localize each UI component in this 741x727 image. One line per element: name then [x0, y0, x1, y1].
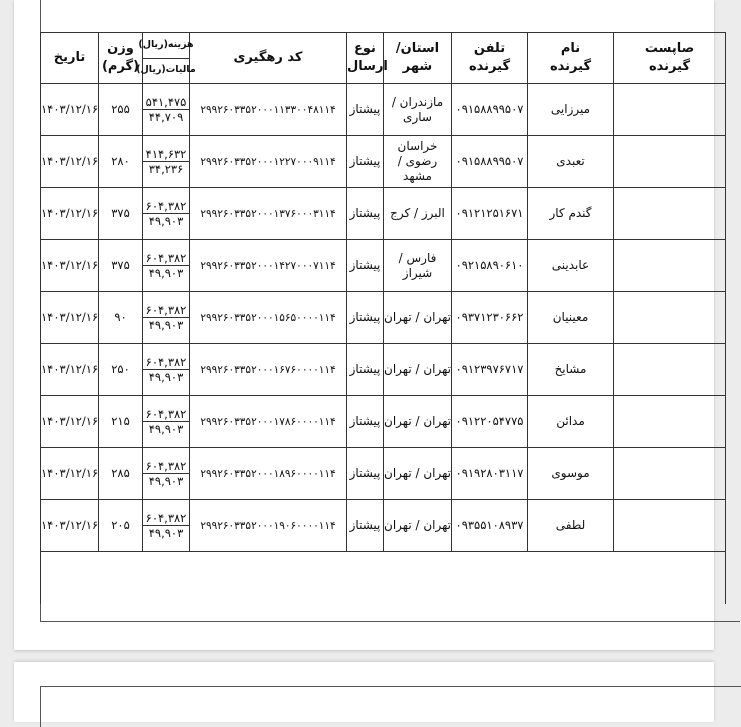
cell-weight: ۲۸۵	[99, 448, 143, 500]
cell-weight: ۹۰	[99, 292, 143, 344]
cell-name: عابدینی	[528, 240, 614, 292]
cell-name: مدائن	[528, 396, 614, 448]
cell-phone: ۰۹۱۲۱۲۵۱۶۷۱	[452, 188, 528, 240]
cell-postcode	[614, 240, 726, 292]
cell-tax: ۴۴,۷۰۹	[148, 110, 184, 124]
cell-phone: ۰۹۱۲۲۰۵۴۷۷۵	[452, 396, 528, 448]
cell-cost: ۶۰۴,۳۸۲	[143, 511, 189, 526]
cell-tracking: ۲۹۹۲۶۰۳۳۵۲۰۰۰۱۶۷۶۰۰۰۰۱۱۴	[190, 344, 347, 396]
cell-send-type: پیشتاز	[347, 188, 384, 240]
cell-phone: ۰۹۱۲۳۹۷۶۷۱۷	[452, 344, 528, 396]
table-row	[41, 84, 726, 136]
cell-tracking: ۲۹۹۲۶۰۳۳۵۲۰۰۰۱۸۹۶۰۰۰۰۱۱۴	[190, 448, 347, 500]
cell-send-type: پیشتاز	[347, 84, 384, 136]
cost-tax-stack	[143, 511, 189, 541]
header-tracking: کد رهگیری	[190, 33, 347, 84]
cell-cost: ۵۴۱,۴۷۵	[143, 95, 189, 110]
empty-filler-row	[41, 552, 726, 604]
table-row	[41, 344, 726, 396]
cell-cost: ۶۰۴,۳۸۲	[143, 199, 189, 214]
cell-phone: ۰۹۱۹۲۸۰۳۱۱۷	[452, 448, 528, 500]
header-cost: هزینه(ریال)	[143, 33, 189, 59]
cell-tax: ۴۹,۹۰۳	[148, 526, 184, 540]
cell-tax: ۴۹,۹۰۳	[148, 422, 184, 436]
cell-tracking: ۲۹۹۲۶۰۳۳۵۲۰۰۰۱۲۲۷۰۰۰۹۱۱۴	[190, 136, 347, 188]
cell-name: معینیان	[528, 292, 614, 344]
header-date: تاریخ	[41, 33, 99, 84]
cell-cost-tax	[143, 188, 190, 240]
cell-tracking: ۲۹۹۲۶۰۳۳۵۲۰۰۰۱۵۶۵۰۰۰۰۱۱۴	[190, 292, 347, 344]
shipments-table	[40, 32, 726, 604]
cell-phone: ۰۹۱۵۸۸۹۹۵۰۷	[452, 84, 528, 136]
table-row	[41, 292, 726, 344]
cell-date: ۱۴۰۳/۱۲/۱۶	[41, 396, 99, 448]
cost-tax-stack	[143, 355, 189, 385]
header-tax: مالیات(ریال)	[136, 64, 196, 76]
cell-city: تهران / تهران	[384, 448, 452, 500]
cell-tax: ۴۹,۹۰۳	[148, 370, 184, 384]
cell-city: تهران / تهران	[384, 292, 452, 344]
cost-tax-stack	[143, 147, 189, 177]
cell-city: خراسان رضوی / مشهد	[384, 136, 452, 188]
cell-date: ۱۴۰۳/۱۲/۱۶	[41, 292, 99, 344]
cell-send-type: پیشتاز	[347, 240, 384, 292]
cell-date: ۱۴۰۳/۱۲/۱۶	[41, 448, 99, 500]
cell-weight: ۳۷۵	[99, 188, 143, 240]
cost-tax-stack	[143, 199, 189, 229]
header-cost-tax	[136, 33, 196, 84]
cell-name: گندم کار	[528, 188, 614, 240]
cell-cost-tax	[143, 84, 190, 136]
cell-cost-tax	[143, 292, 190, 344]
cell-phone: ۰۹۱۵۸۸۹۹۵۰۷	[452, 136, 528, 188]
cell-city: فارس / شیراز	[384, 240, 452, 292]
cell-date: ۱۴۰۳/۱۲/۱۶	[41, 240, 99, 292]
cell-city: تهران / تهران	[384, 396, 452, 448]
cell-weight: ۲۵۰	[99, 344, 143, 396]
cell-cost-tax	[143, 240, 190, 292]
cost-tax-stack	[143, 407, 189, 437]
table-row	[41, 500, 726, 552]
cell-weight: ۲۸۰	[99, 136, 143, 188]
cell-cost-tax	[143, 396, 190, 448]
cell-name: تعبدی	[528, 136, 614, 188]
header-phone: تلفن گیرنده	[452, 33, 528, 84]
cell-postcode	[614, 188, 726, 240]
cell-name: لطفی	[528, 500, 614, 552]
table-row	[41, 240, 726, 292]
cell-send-type: پیشتاز	[347, 344, 384, 396]
cell-tax: ۴۹,۹۰۳	[148, 266, 184, 280]
cell-postcode	[614, 448, 726, 500]
next-document-page	[14, 662, 714, 722]
cell-cost-tax	[143, 500, 190, 552]
cell-cost-tax	[143, 448, 190, 500]
cell-cost: ۶۰۴,۳۸۲	[143, 459, 189, 474]
cell-tracking: ۲۹۹۲۶۰۳۳۵۲۰۰۰۱۷۸۶۰۰۰۰۱۱۴	[190, 396, 347, 448]
cell-cost: ۶۰۴,۳۸۲	[143, 303, 189, 318]
cell-city: تهران / تهران	[384, 344, 452, 396]
cell-phone: ۰۹۳۵۵۱۰۸۹۳۷	[452, 500, 528, 552]
header-postcode: صاپست گیرنده	[614, 33, 726, 84]
cell-tracking: ۲۹۹۲۶۰۳۳۵۲۰۰۰۱۳۷۶۰۰۰۳۱۱۴	[190, 188, 347, 240]
cell-cost-tax	[143, 136, 190, 188]
cell-city: مازندران / ساری	[384, 84, 452, 136]
cell-date: ۱۴۰۳/۱۲/۱۶	[41, 136, 99, 188]
header-weight: وزن (گرم)	[99, 33, 143, 84]
header-name: نام گیرنده	[528, 33, 614, 84]
cell-send-type: پیشتاز	[347, 396, 384, 448]
cell-weight: ۲۰۵	[99, 500, 143, 552]
next-page-frame	[40, 686, 741, 727]
cell-postcode	[614, 396, 726, 448]
cell-name: موسوی	[528, 448, 614, 500]
cell-date: ۱۴۰۳/۱۲/۱۶	[41, 84, 99, 136]
cell-send-type: پیشتاز	[347, 136, 384, 188]
cell-postcode	[614, 136, 726, 188]
cell-city: تهران / تهران	[384, 500, 452, 552]
cell-send-type: پیشتاز	[347, 448, 384, 500]
cell-postcode	[614, 344, 726, 396]
cost-tax-stack	[143, 95, 189, 125]
cell-cost: ۴۱۴,۶۳۲	[143, 147, 189, 162]
table-row	[41, 396, 726, 448]
cost-tax-stack	[143, 459, 189, 489]
cell-weight: ۲۵۵	[99, 84, 143, 136]
header-cost-stack	[136, 33, 196, 83]
cell-tax: ۴۹,۹۰۳	[148, 318, 184, 332]
table-header-row	[41, 33, 726, 84]
cell-cost: ۶۰۴,۳۸۲	[143, 407, 189, 422]
cell-name: مشایخ	[528, 344, 614, 396]
cell-weight: ۲۱۵	[99, 396, 143, 448]
table-row	[41, 188, 726, 240]
cell-postcode	[614, 500, 726, 552]
cell-tracking: ۲۹۹۲۶۰۳۳۵۲۰۰۰۱۴۲۷۰۰۰۷۱۱۴	[190, 240, 347, 292]
cell-tracking: ۲۹۹۲۶۰۳۳۵۲۰۰۰۱۱۳۳۰۰۴۸۱۱۴	[190, 84, 347, 136]
cell-date: ۱۴۰۳/۱۲/۱۶	[41, 500, 99, 552]
cell-tax: ۴۹,۹۰۳	[148, 474, 184, 488]
cell-phone: ۰۹۲۱۵۸۹۰۶۱۰	[452, 240, 528, 292]
table-row	[41, 448, 726, 500]
cost-tax-stack	[143, 303, 189, 333]
table-row	[41, 136, 726, 188]
header-send-type: نوع ارسال	[347, 33, 384, 84]
cell-date: ۱۴۰۳/۱۲/۱۶	[41, 344, 99, 396]
cell-tax: ۴۹,۹۰۳	[148, 214, 184, 228]
cell-weight: ۳۷۵	[99, 240, 143, 292]
cell-send-type: پیشتاز	[347, 500, 384, 552]
cell-cost: ۶۰۴,۳۸۲	[143, 251, 189, 266]
cell-city: البرز / کرج	[384, 188, 452, 240]
cost-tax-stack	[143, 251, 189, 281]
cell-date: ۱۴۰۳/۱۲/۱۶	[41, 188, 99, 240]
cell-cost-tax	[143, 344, 190, 396]
cell-send-type: پیشتاز	[347, 292, 384, 344]
cell-phone: ۰۹۳۷۱۲۳۰۶۶۲	[452, 292, 528, 344]
cell-tax: ۳۴,۲۳۶	[148, 162, 184, 176]
cell-cost: ۶۰۴,۳۸۲	[143, 355, 189, 370]
cell-postcode	[614, 84, 726, 136]
cell-postcode	[614, 292, 726, 344]
header-city: استان/ شهر	[384, 33, 452, 84]
cell-name: میرزایی	[528, 84, 614, 136]
cell-tracking: ۲۹۹۲۶۰۳۳۵۲۰۰۰۱۹۰۶۰۰۰۰۱۱۴	[190, 500, 347, 552]
